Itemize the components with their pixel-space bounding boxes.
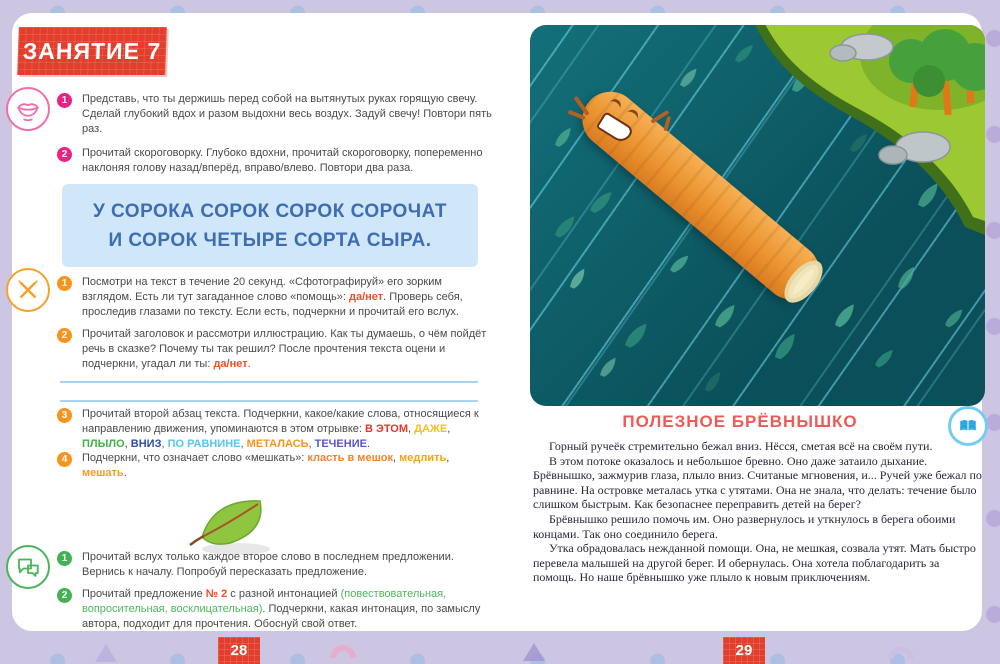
task-text-run: Посмотри на текст в течение 20 секунд. «Сфотографируй» его зорким взглядом. Есть ли тут загаданное слово «помощь»: <box>82 276 442 303</box>
task-every-second-word <box>57 550 493 580</box>
choice-word[interactable]: ТЕЧЕНИЕ <box>314 438 367 450</box>
tongue-twister-line1: У СОРОКА СОРОК СОРОК СОРОЧАТ <box>92 200 448 222</box>
task-text: Представь, что ты держишь перед собой на вытянутых руках горящую свечу. Сделай глубокий вдох и разом выдохни весь воздух. Задуй свечу! Повтори пять раз. <box>82 93 492 135</box>
task-number-badge: 2 <box>57 328 72 343</box>
task-number-badge: 4 <box>57 452 72 467</box>
task-text-run: . <box>247 358 251 370</box>
choice-word[interactable]: ПЛЫЛО <box>82 438 125 450</box>
task-number-badge: 1 <box>57 551 72 566</box>
page-number-left: 28 <box>218 637 260 664</box>
task-text-run: Прочитай второй абзац текста. Подчеркни, какое/какие слова, относящиеся к направлению движения, упоминаются в этом отрывке: <box>82 408 479 435</box>
task-number-badge: 2 <box>57 588 72 603</box>
story-title: ПОЛЕЗНОЕ БРЁВНЫШКО <box>622 412 858 431</box>
lesson-title: ЗАНЯТИЕ 7 <box>22 37 162 64</box>
speech-bubbles-icon <box>6 545 50 589</box>
yes-no-choice[interactable]: да/нет <box>349 291 384 303</box>
choice-word[interactable]: МЕТАЛАСЬ <box>246 438 309 450</box>
direction-words: В ЭТОМ, ДАЖЕ, ПЛЫЛО, ВНИЗ, ПО РАВНИНЕ, МЕТАЛАСЬ, ТЕЧЕНИЕ. <box>82 423 451 450</box>
task-text: Прочитай вслух только каждое второе слово в последнем предложении. Вернись к началу. Попробуй пересказать предложение. <box>82 551 454 578</box>
intonation-options[interactable]: (повествовательная, вопросительная, восклицательная) <box>82 588 447 615</box>
task-breathing-2 <box>57 146 493 176</box>
pencils-icon <box>6 268 50 312</box>
task-number-badge: 1 <box>57 93 72 108</box>
task-photo-text <box>57 275 493 320</box>
mouth-icon <box>6 87 50 131</box>
choice-word[interactable]: медлить <box>399 452 447 464</box>
choice-word[interactable]: мешать <box>82 467 124 479</box>
choice-word[interactable]: ВНИЗ <box>130 438 162 450</box>
story-paragraph: В этом потоке оказалось и небольшое бревно. Оно даже затаило дыхание. Брёвнышко, зажмурив глаза, плыло вниз. Считаные мгновения, и... Ручей уже бежал по равнине. На островке металась утка с утятами. Она не знала, что делать: течение было слишком быстрым. Как безопаснее переправить детей на берег? <box>533 453 982 512</box>
book-spread <box>12 13 982 631</box>
task-number-badge: 1 <box>57 276 72 291</box>
task-text <box>82 275 493 320</box>
task-breathing-1 <box>57 92 493 137</box>
task-text-run: Подчеркни, что означает слово «мешкать»: <box>82 452 308 464</box>
meshkat-options: класть в мешок, медлить, мешать. <box>82 452 450 479</box>
tongue-twister-box <box>62 184 478 267</box>
task-intonation <box>57 587 493 632</box>
task-text-run: Прочитай заголовок и рассмотри иллюстрацию. Как ты думаешь, о чём пойдёт речь в сказке? Почему ты так решил? После прочтения текста оцени и подчеркни, угадал ли ты: <box>82 328 487 370</box>
leaf-illustration <box>174 487 294 559</box>
task-direction-words <box>57 407 493 452</box>
task-text <box>82 451 493 481</box>
choice-word[interactable]: В ЭТОМ <box>365 423 408 435</box>
sentence-number-ref: № 2 <box>205 588 228 600</box>
decorative-triangle <box>95 644 117 662</box>
log-eye <box>606 97 623 114</box>
task-text <box>82 407 493 452</box>
task-text-run: . Проверь себя, проследив глазами по тексту. Если есть, подчеркни и прочитай его вслух. <box>82 291 463 318</box>
answer-line[interactable] <box>60 381 478 383</box>
grass-bank <box>715 25 985 250</box>
story-paragraphs <box>533 439 985 585</box>
task-title-illustration <box>57 327 493 372</box>
story-paragraph: Брёвнышко решило помочь им. Оно развернулось и уткнулось в берега обоими концами. Так оно соединило берега. <box>533 511 956 541</box>
river-illustration <box>530 25 985 406</box>
task-text <box>82 587 493 632</box>
story-paragraph: Горный ручеёк стремительно бежал вниз. Нёсся, сметая всё на своём пути. <box>549 439 933 453</box>
tongue-twister-line2: И СОРОК ЧЕТЫРЕ СОРТА СЫРА. <box>108 229 432 251</box>
task-meshkat-meaning <box>57 451 493 481</box>
answer-line[interactable] <box>60 400 478 402</box>
task-number-badge: 3 <box>57 408 72 423</box>
lesson-header <box>17 27 167 75</box>
choice-word[interactable]: ПО РАВНИНЕ <box>167 438 241 450</box>
task-text-run: Прочитай предложение <box>82 588 206 600</box>
decorative-ring <box>330 645 356 658</box>
decorative-triangle <box>523 643 545 661</box>
task-text <box>82 327 493 372</box>
choice-word[interactable]: ДАЖЕ <box>414 423 448 435</box>
choice-word[interactable]: класть в мешок <box>307 452 393 464</box>
task-number-badge: 2 <box>57 147 72 162</box>
yes-no-choice[interactable]: да/нет <box>213 358 248 370</box>
task-text-run: . Подчеркни, какая интонация, по замыслу автора, подходит для прочтения. Обоснуй свой ответ. <box>82 603 481 630</box>
task-text-run: с разной интонацией <box>227 588 341 600</box>
page-number-right: 29 <box>723 637 765 664</box>
story-paragraph: Утка обрадовалась нежданной помощи. Она, не мешкая, созвала утят. Мать быстро перевела малышей на другой берег. И обернулась. Она хотела поблагодарить за помощь. Но наше брёвнышко уже плыло к новым приключениям. <box>533 541 976 585</box>
decorative-ring <box>888 646 914 659</box>
log-eye <box>623 107 640 124</box>
task-text: Прочитай скороговорку. Глубоко вдохни, прочитай скороговорку, попеременно наклоняя голову назад/вперёд, вправо/влево. Повтори два раза. <box>82 147 483 174</box>
